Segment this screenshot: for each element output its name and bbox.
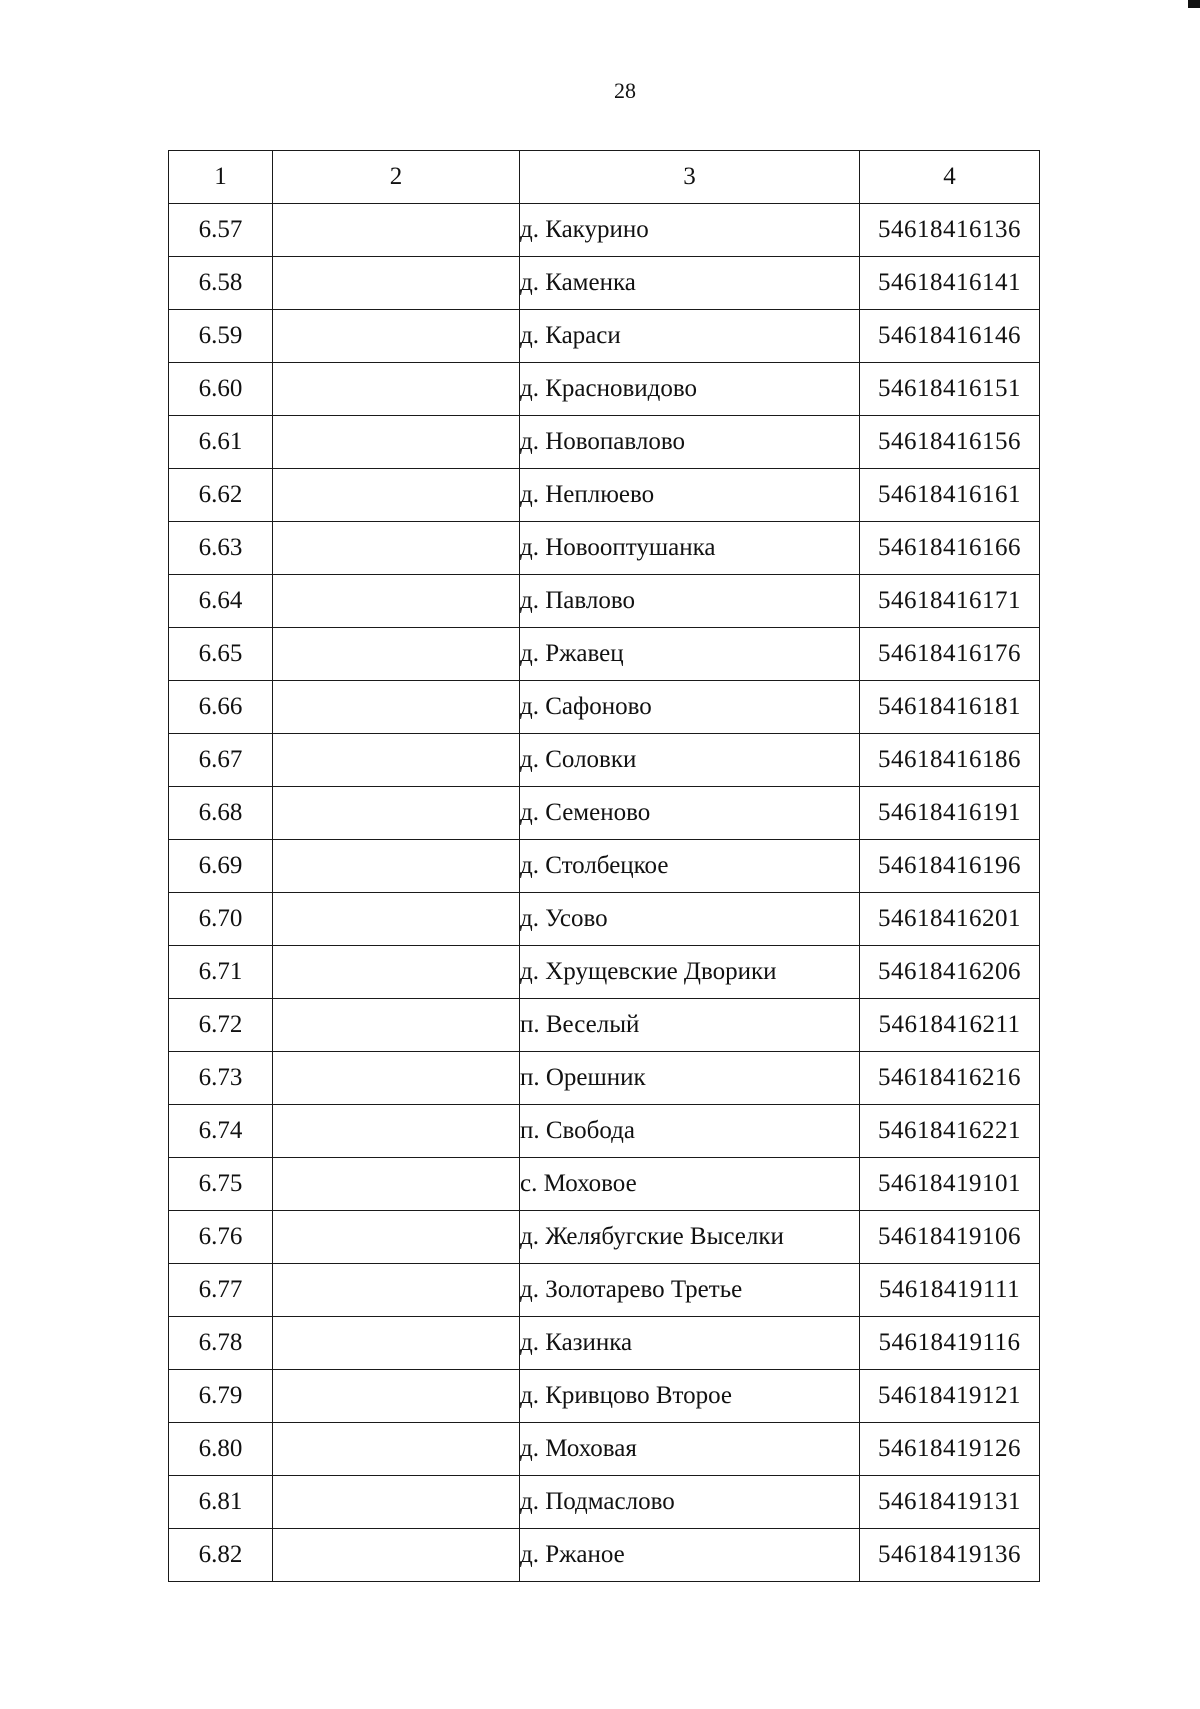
settlement-name-cell: д. Соловки: [520, 734, 860, 787]
row-number-cell: 6.63: [169, 522, 273, 575]
header-col-1: 1: [169, 151, 273, 204]
oktmo-code-cell: 54618416211: [860, 999, 1040, 1052]
row-number-cell: 6.75: [169, 1158, 273, 1211]
oktmo-code-cell: 54618419126: [860, 1423, 1040, 1476]
table-row: [169, 522, 1040, 575]
oktmo-code-cell: 54618419101: [860, 1158, 1040, 1211]
table-row: [169, 257, 1040, 310]
oktmo-code-cell: 54618419111: [860, 1264, 1040, 1317]
table-row: [169, 999, 1040, 1052]
empty-cell: [273, 1158, 520, 1211]
settlement-name-cell: с. Моховое: [520, 1158, 860, 1211]
settlement-name-cell: д. Казинка: [520, 1317, 860, 1370]
row-number-cell: 6.80: [169, 1423, 273, 1476]
oktmo-code-cell: 54618416146: [860, 310, 1040, 363]
empty-cell: [273, 1529, 520, 1582]
oktmo-code-cell: 54618416181: [860, 681, 1040, 734]
row-number-cell: 6.73: [169, 1052, 273, 1105]
row-number-cell: 6.61: [169, 416, 273, 469]
table-row: [169, 310, 1040, 363]
settlement-name-cell: д. Красновидово: [520, 363, 860, 416]
settlement-name-cell: д. Моховая: [520, 1423, 860, 1476]
settlement-name-cell: д. Ржаное: [520, 1529, 860, 1582]
row-number-cell: 6.67: [169, 734, 273, 787]
table-row: [169, 1105, 1040, 1158]
row-number-cell: 6.81: [169, 1476, 273, 1529]
oktmo-code-cell: 54618416196: [860, 840, 1040, 893]
table-header-row: [169, 151, 1040, 204]
header-col-2: 2: [273, 151, 520, 204]
table-body: [169, 204, 1040, 1582]
table-row: [169, 1370, 1040, 1423]
row-number-cell: 6.59: [169, 310, 273, 363]
table-row: [169, 681, 1040, 734]
settlement-name-cell: п. Веселый: [520, 999, 860, 1052]
oktmo-code-cell: 54618416186: [860, 734, 1040, 787]
oktmo-code-cell: 54618416136: [860, 204, 1040, 257]
table-row: [169, 893, 1040, 946]
table-row: [169, 469, 1040, 522]
empty-cell: [273, 522, 520, 575]
empty-cell: [273, 787, 520, 840]
row-number-cell: 6.72: [169, 999, 273, 1052]
table-row: [169, 946, 1040, 999]
settlement-name-cell: п. Свобода: [520, 1105, 860, 1158]
row-number-cell: 6.60: [169, 363, 273, 416]
empty-cell: [273, 310, 520, 363]
table-row: [169, 1158, 1040, 1211]
oktmo-code-cell: 54618416201: [860, 893, 1040, 946]
settlement-name-cell: д. Каменка: [520, 257, 860, 310]
header-col-3: 3: [520, 151, 860, 204]
empty-cell: [273, 734, 520, 787]
table-row: [169, 1264, 1040, 1317]
empty-cell: [273, 363, 520, 416]
row-number-cell: 6.74: [169, 1105, 273, 1158]
oktmo-code-cell: 54618416166: [860, 522, 1040, 575]
row-number-cell: 6.79: [169, 1370, 273, 1423]
header-col-4: 4: [860, 151, 1040, 204]
row-number-cell: 6.68: [169, 787, 273, 840]
settlements-table: [168, 150, 1040, 1582]
empty-cell: [273, 1105, 520, 1158]
settlement-name-cell: д. Желябугские Выселки: [520, 1211, 860, 1264]
oktmo-code-cell: 54618416156: [860, 416, 1040, 469]
settlement-name-cell: д. Новопавлово: [520, 416, 860, 469]
settlement-name-cell: д. Золотарево Третье: [520, 1264, 860, 1317]
row-number-cell: 6.71: [169, 946, 273, 999]
row-number-cell: 6.62: [169, 469, 273, 522]
empty-cell: [273, 1264, 520, 1317]
oktmo-code-cell: 54618416141: [860, 257, 1040, 310]
row-number-cell: 6.77: [169, 1264, 273, 1317]
oktmo-code-cell: 54618419131: [860, 1476, 1040, 1529]
settlement-name-cell: д. Кривцово Второе: [520, 1370, 860, 1423]
empty-cell: [273, 1211, 520, 1264]
settlement-name-cell: д. Ржавец: [520, 628, 860, 681]
table-row: [169, 575, 1040, 628]
settlement-name-cell: п. Орешник: [520, 1052, 860, 1105]
table-row: [169, 734, 1040, 787]
settlement-name-cell: д. Семеново: [520, 787, 860, 840]
settlement-name-cell: д. Усово: [520, 893, 860, 946]
row-number-cell: 6.82: [169, 1529, 273, 1582]
empty-cell: [273, 1423, 520, 1476]
oktmo-code-cell: 54618419121: [860, 1370, 1040, 1423]
empty-cell: [273, 1476, 520, 1529]
empty-cell: [273, 946, 520, 999]
table-row: [169, 1052, 1040, 1105]
oktmo-code-cell: 54618416206: [860, 946, 1040, 999]
oktmo-code-cell: 54618416161: [860, 469, 1040, 522]
settlement-name-cell: д. Столбецкое: [520, 840, 860, 893]
empty-cell: [273, 416, 520, 469]
settlement-name-cell: д. Новооптушанка: [520, 522, 860, 575]
empty-cell: [273, 893, 520, 946]
empty-cell: [273, 999, 520, 1052]
oktmo-code-cell: 54618416151: [860, 363, 1040, 416]
empty-cell: [273, 1052, 520, 1105]
row-number-cell: 6.64: [169, 575, 273, 628]
table-row: [169, 1529, 1040, 1582]
table-row: [169, 840, 1040, 893]
settlement-name-cell: д. Павлово: [520, 575, 860, 628]
scan-edge-mark: [1188, 0, 1200, 8]
oktmo-code-cell: 54618419116: [860, 1317, 1040, 1370]
oktmo-code-cell: 54618416221: [860, 1105, 1040, 1158]
row-number-cell: 6.78: [169, 1317, 273, 1370]
empty-cell: [273, 628, 520, 681]
row-number-cell: 6.58: [169, 257, 273, 310]
oktmo-code-cell: 54618419136: [860, 1529, 1040, 1582]
empty-cell: [273, 1370, 520, 1423]
table-row: [169, 204, 1040, 257]
oktmo-code-cell: 54618416216: [860, 1052, 1040, 1105]
table-row: [169, 1211, 1040, 1264]
empty-cell: [273, 575, 520, 628]
oktmo-code-cell: 54618416176: [860, 628, 1040, 681]
settlement-name-cell: д. Какурино: [520, 204, 860, 257]
page-number: 28: [614, 78, 636, 103]
row-number-cell: 6.70: [169, 893, 273, 946]
empty-cell: [273, 681, 520, 734]
table-row: [169, 363, 1040, 416]
settlement-name-cell: д. Сафоново: [520, 681, 860, 734]
settlement-name-cell: д. Неплюево: [520, 469, 860, 522]
row-number-cell: 6.76: [169, 1211, 273, 1264]
empty-cell: [273, 1317, 520, 1370]
empty-cell: [273, 204, 520, 257]
settlement-name-cell: д. Хрущевские Дворики: [520, 946, 860, 999]
table-row: [169, 416, 1040, 469]
oktmo-code-cell: 54618416191: [860, 787, 1040, 840]
row-number-cell: 6.57: [169, 204, 273, 257]
settlement-name-cell: д. Подмаслово: [520, 1476, 860, 1529]
table-row: [169, 1476, 1040, 1529]
settlement-name-cell: д. Караси: [520, 310, 860, 363]
empty-cell: [273, 469, 520, 522]
table-row: [169, 628, 1040, 681]
table-row: [169, 1423, 1040, 1476]
oktmo-code-cell: 54618416171: [860, 575, 1040, 628]
table-row: [169, 1317, 1040, 1370]
row-number-cell: 6.65: [169, 628, 273, 681]
table-row: [169, 787, 1040, 840]
oktmo-code-cell: 54618419106: [860, 1211, 1040, 1264]
row-number-cell: 6.69: [169, 840, 273, 893]
row-number-cell: 6.66: [169, 681, 273, 734]
empty-cell: [273, 257, 520, 310]
empty-cell: [273, 840, 520, 893]
